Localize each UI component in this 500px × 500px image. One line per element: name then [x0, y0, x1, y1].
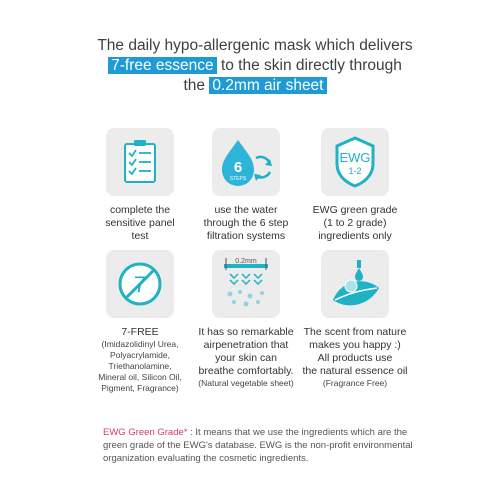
- caption-line: ingredients only: [318, 230, 392, 242]
- caption-line: complete the: [109, 204, 171, 216]
- headline-line-3-pre: the: [183, 77, 210, 94]
- caption-small-line: Polyacrylamide,: [110, 350, 170, 360]
- caption-line: your skin can: [215, 352, 277, 364]
- badge-grade: 1-2: [348, 166, 362, 176]
- headline-line-3: [95, 76, 415, 96]
- caption-line: through the 6 step: [203, 217, 289, 229]
- feature-caption-1: [85, 204, 195, 243]
- caption-line: The scent from nature: [303, 326, 407, 338]
- caption-small-line: (Natural vegetable sheet): [198, 378, 294, 388]
- leaf-drop-icon: [321, 250, 389, 318]
- caption-line: test: [131, 230, 149, 242]
- caption-small-line: Pigment, Fragrance): [101, 383, 179, 393]
- caption-line: (1 to 2 grade): [323, 217, 387, 229]
- footnote: [103, 426, 413, 465]
- caption-small-line: Mineral oil, Silicon Oil,: [98, 372, 182, 382]
- headline: [95, 36, 415, 96]
- badge-steps: STEPS: [229, 176, 247, 182]
- caption-line: All products use: [317, 352, 393, 364]
- headline-line-1: The daily hypo-allergenic mask which delivers: [97, 37, 413, 54]
- feature-caption-6: [300, 326, 410, 389]
- badge-seven: 7: [133, 272, 147, 297]
- highlight-seven-free: 7-free essence: [108, 57, 217, 74]
- badge-number: 6: [233, 159, 243, 176]
- caption-line: use the water: [214, 204, 278, 216]
- headline-line-2: [95, 56, 415, 76]
- caption-small-line: (Imidazolidinyl Urea,: [101, 339, 179, 349]
- caption-line: airpenetration that: [203, 339, 289, 351]
- caption-line: the natural essence oil: [302, 365, 408, 377]
- caption-small-line: (Fragrance Free): [322, 378, 388, 388]
- footnote-text: : It means that we use the ingredients which are the green grade of the EWG's database. EWG is the non-profit environmental organization evaluating the cosmetic ingredients.: [103, 427, 413, 464]
- feature-caption-4: [85, 326, 195, 394]
- water-drop-icon: [212, 128, 280, 196]
- caption-line: EWG green grade: [312, 204, 398, 216]
- seven-free-icon: [106, 250, 174, 318]
- highlight-air-sheet: 0.2mm air sheet: [209, 77, 326, 94]
- caption-line: sensitive panel: [105, 217, 175, 229]
- caption-line: It has so remarkable: [198, 326, 294, 338]
- air-sheet-icon: [212, 250, 280, 318]
- caption-line: filtration systems: [206, 230, 286, 242]
- sheet-thickness: 0.2mm: [235, 258, 257, 265]
- feature-caption-3: [300, 204, 410, 243]
- checklist-icon: [106, 128, 174, 196]
- headline-line-2-rest: to the skin directly through: [216, 57, 402, 74]
- footnote-label: EWG Green Grade*: [103, 427, 188, 438]
- ewg-badge-icon: [321, 128, 389, 196]
- caption-small-line: Triethanolamine,: [108, 361, 172, 371]
- content-panel: [95, 0, 415, 500]
- caption-line: breathe comfortably.: [198, 365, 294, 377]
- caption-line: makes you happy :): [309, 339, 401, 351]
- feature-caption-5: [191, 326, 301, 389]
- caption-line: 7-FREE: [121, 326, 159, 338]
- badge-ewg: EWG: [339, 150, 371, 165]
- feature-caption-2: [191, 204, 301, 243]
